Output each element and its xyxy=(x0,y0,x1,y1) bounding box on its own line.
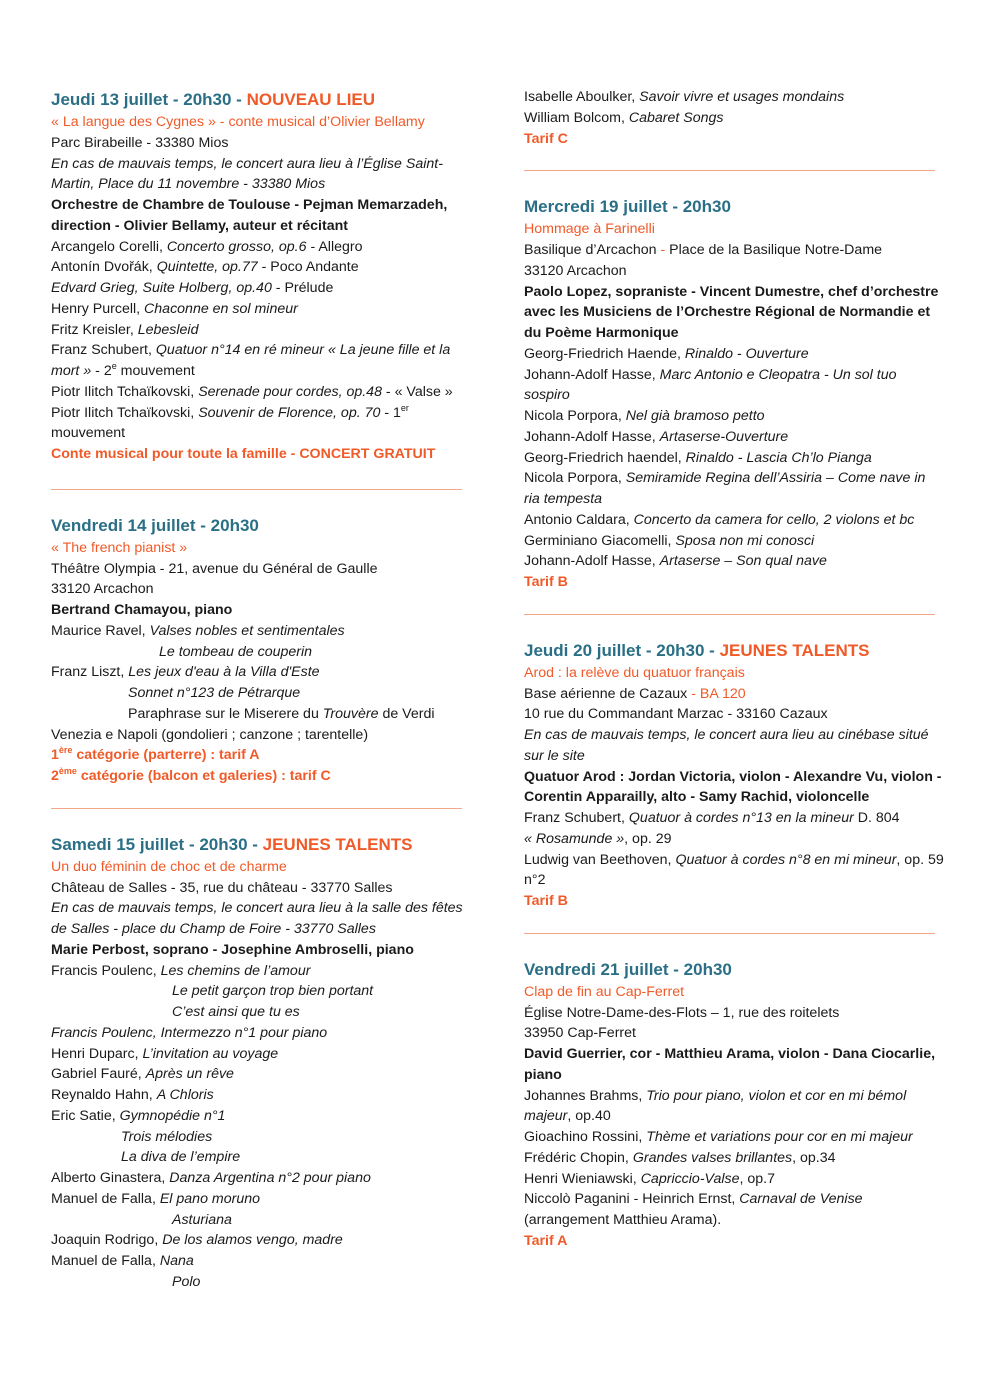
weather-note: En cas de mauvais temps, le concert aura lieu au cinébase situé sur le site xyxy=(524,727,929,764)
program-item: Sonnet n°123 de Pétrarque xyxy=(128,685,301,701)
program-item: Germiniano Giacomelli, Sposa non mi conosci xyxy=(524,532,815,549)
venue: Château de Salles - 35, rue du château - 33770 Salles xyxy=(51,879,393,896)
program-item: Georg-Friedrich haendel, Rinaldo - Lascia Ch’lo Pianga xyxy=(524,449,872,466)
program-item: Franz Liszt, Les jeux d'eau à la Villa d'Este xyxy=(51,664,320,681)
badge-jeunes-talents: JEUNES TALENTS xyxy=(262,834,413,854)
program-item: William Bolcom, Cabaret Songs xyxy=(524,109,724,126)
program-item: Trois mélodies xyxy=(121,1128,213,1145)
right-column xyxy=(524,87,944,1252)
program-item: Gioachino Rossini, Thème et variations pour cor en mi majeur xyxy=(524,1129,913,1145)
venue-address: 10 rue du Commandant Marzac - 33160 Cazaux xyxy=(524,706,828,723)
program-item: Henri Wieniawski, Capriccio-Valse, op.7 xyxy=(524,1170,776,1187)
tarif-label: Tarif B xyxy=(524,893,568,909)
section-divider xyxy=(524,933,935,934)
program-item: Reynaldo Hahn, A Chloris xyxy=(51,1087,214,1103)
program-item: Francis Poulenc, Intermezzo n°1 pour piano xyxy=(51,1024,328,1041)
program-item: Piotr Ilitch Tchaïkovski, Serenade pour cordes, op.48 - « Valse » xyxy=(51,383,453,400)
badge-jeunes-talents: JEUNES TALENTS xyxy=(719,640,870,660)
section-divider xyxy=(524,614,935,615)
program-item: « Rosamunde », op. 29 xyxy=(524,830,672,847)
program-item: Manuel de Falla, El pano moruno xyxy=(51,1190,261,1207)
concert-footer-note: Conte musical pour toute la famille - CONCERT GRATUIT xyxy=(51,446,436,462)
program-item: Asturiana xyxy=(172,1211,232,1228)
program-item: Fritz Kreisler, Lebesleid xyxy=(51,321,199,338)
venue-city: 33950 Cap-Ferret xyxy=(524,1025,636,1042)
section-divider xyxy=(51,489,462,490)
tarif-line: 2ème catégorie (balcon et galeries) : tarif C xyxy=(51,766,331,784)
program-item: Johannes Brahms, Trio pour piano, violon et cor en mi bémol majeur, op.40 xyxy=(524,1087,907,1125)
concert-mercredi-19 xyxy=(524,195,944,593)
program-item: Joaquin Rodrigo, De los alamos vengo, madre xyxy=(51,1232,343,1249)
left-column xyxy=(51,88,471,1293)
concert-date-title: Samedi 15 juillet - 20h30 - JEUNES TALENTS xyxy=(51,834,413,854)
section-divider xyxy=(51,808,462,809)
venue: Basilique d’Arcachon - Place de la Basilique Notre-Dame xyxy=(524,242,883,258)
program-item: Henry Purcell, Chaconne en sol mineur xyxy=(51,300,298,317)
program-item: Alberto Ginastera, Danza Argentina n°2 pour piano xyxy=(51,1170,371,1186)
tarif-label: Tarif A xyxy=(524,1232,568,1249)
concert-continuation xyxy=(524,87,944,149)
concert-date-title: Vendredi 14 juillet - 20h30 xyxy=(51,515,259,535)
weather-note: En cas de mauvais temps, le concert aura lieu à l’Église Saint-Martin, Place du 11 novembre - 33380 Mios xyxy=(51,155,443,193)
performers: David Guerrier, cor - Matthieu Arama, violon - Dana Ciocarlie, piano xyxy=(524,1046,936,1083)
program-item: C’est ainsi que tu es xyxy=(172,1004,300,1020)
tarif-label: Tarif C xyxy=(524,130,568,147)
performers: Marie Perbost, soprano - Josephine Ambroselli, piano xyxy=(51,941,414,958)
program-item: Paraphrase sur le Miserere du Trouvère de Verdi xyxy=(128,705,435,722)
concert-subtitle: « The french pianist » xyxy=(51,539,188,556)
program-item: Nicola Porpora, Nel già bramoso petto xyxy=(524,408,765,424)
performers: Bertrand Chamayou, piano xyxy=(51,602,233,618)
program-item: Le petit garçon trop bien portant xyxy=(172,983,374,1000)
concert-jeudi-20 xyxy=(524,639,944,912)
concert-subtitle: Un duo féminin de choc et de charme xyxy=(51,858,287,875)
section-divider xyxy=(524,170,935,171)
program-item: Francis Poulenc, Les chemins de l’amour xyxy=(51,962,311,979)
program-item: Maurice Ravel, Valses nobles et sentimentales xyxy=(51,622,345,639)
program-item: Gabriel Fauré, Après un rêve xyxy=(51,1066,234,1083)
program-item: Georg-Friedrich Haende, Rinaldo - Ouverture xyxy=(524,345,809,362)
concert-subtitle: Clap de fin au Cap-Ferret xyxy=(524,983,685,1000)
program-item: Isabelle Aboulker, Savoir vivre et usages mondains xyxy=(524,89,845,105)
concert-date-title: Jeudi 13 juillet - 20h30 - NOUVEAU LIEU xyxy=(51,90,376,109)
concert-date-title: Vendredi 21 juillet - 20h30 xyxy=(524,959,732,979)
tarif-label: Tarif B xyxy=(524,574,568,590)
venue: Théâtre Olympia - 21, avenue du Général de Gaulle xyxy=(51,560,378,577)
concert-date-title: Jeudi 20 juillet - 20h30 - JEUNES TALENTS xyxy=(524,640,870,660)
program-item: Franz Schubert, Quatuor n°14 en ré mineur « La jeune fille et la mort » - 2e mouvement xyxy=(51,342,451,379)
program-item: Le tombeau de couperin xyxy=(159,643,313,660)
concert-subtitle: Hommage à Farinelli xyxy=(524,221,655,238)
concert-date-title: Mercredi 19 juillet - 20h30 xyxy=(524,197,731,217)
program-item: Johann-Adolf Hasse, Artaserse-Ouverture xyxy=(524,428,789,445)
program-item: Henri Duparc, L’invitation au voyage xyxy=(51,1045,279,1062)
program-item: Antonio Caldara, Concerto da camera for cello, 2 violons et bc xyxy=(524,511,915,528)
concert-vendredi-21 xyxy=(524,958,944,1252)
concert-vendredi-14 xyxy=(51,514,471,787)
concert-subtitle: Arod : la relève du quatuor français xyxy=(524,664,745,681)
program-item: Johann-Adolf Hasse, Artaserse – Son qual nave xyxy=(524,553,827,570)
concert-jeudi-13 xyxy=(51,88,471,465)
concert-subtitle: « La langue des Cygnes » - conte musical d’Olivier Bellamy xyxy=(51,114,425,130)
program-item: Franz Schubert, Quatuor à cordes n°13 en la mineur D. 804 xyxy=(524,810,900,826)
program-item: Venezia e Napoli (gondolieri ; canzone ; tarentelle) xyxy=(51,726,369,743)
program-item: Ludwig van Beethoven, Quatuor à cordes n°8 en mi mineur, op. 59 n°2 xyxy=(524,851,944,889)
program-item: Antonín Dvořák, Quintette, op.77 - Poco Andante xyxy=(51,259,359,276)
venue: Base aérienne de Cazaux - BA 120 xyxy=(524,685,746,702)
program-item: Nicola Porpora, Semiramide Regina dell’Assiria – Come nave in ria tempesta xyxy=(524,470,926,507)
performers: Paolo Lopez, sopraniste - Vincent Dumestre, chef d’orchestre avec les Musiciens de l’Orchestre Régional de Normandie et du Poème Harmonique xyxy=(524,283,939,341)
badge-nouveau-lieu: NOUVEAU LIEU xyxy=(246,90,376,109)
performers: Quatuor Arod : Jordan Victoria, violon - Alexandre Vu, violon - Corentin Apparailly, alto - Samy Rachid, violoncelle xyxy=(524,768,942,806)
venue: Parc Birabeille - 33380 Mios xyxy=(51,134,229,151)
tarif-line: 1ère catégorie (parterre) : tarif A xyxy=(51,745,260,764)
venue-city: 33120 Arcachon xyxy=(524,262,627,279)
concert-samedi-15 xyxy=(51,833,471,1293)
program-item: Niccolò Paganini - Heinrich Ernst, Carnaval de Venise (arrangement Matthieu Arama). xyxy=(524,1191,863,1228)
program-item: Polo xyxy=(172,1273,201,1290)
program-item: La diva de l’empire xyxy=(121,1149,241,1166)
program-item: Arcangelo Corelli, Concerto grosso, op.6 - Allegro xyxy=(51,238,363,255)
program-item: Edvard Grieg, Suite Holberg, op.40 - Prélude xyxy=(51,280,334,296)
program-item: Johann-Adolf Hasse, Marc Antonio e Cleopatra - Un sol tuo sospiro xyxy=(524,366,897,404)
venue-city: 33120 Arcachon xyxy=(51,581,154,598)
program-item: Piotr Ilitch Tchaïkovski, Souvenir de Florence, op. 70 - 1er mouvement xyxy=(51,402,409,442)
program-item: Frédéric Chopin, Grandes valses brillantes, op.34 xyxy=(524,1149,836,1166)
venue: Église Notre-Dame-des-Flots – 1, rue des roitelets xyxy=(524,1004,840,1021)
weather-note: En cas de mauvais temps, le concert aura lieu à la salle des fêtes de Salles - place du Champ de Foire - 33770 Salles xyxy=(51,900,463,937)
program-item: Manuel de Falla, Nana xyxy=(51,1253,194,1269)
performers: Orchestre de Chambre de Toulouse - Pejman Memarzadeh, direction - Olivier Bellamy, auteur et récitant xyxy=(51,197,448,234)
program-item: Eric Satie, Gymnopédie n°1 xyxy=(51,1107,226,1124)
